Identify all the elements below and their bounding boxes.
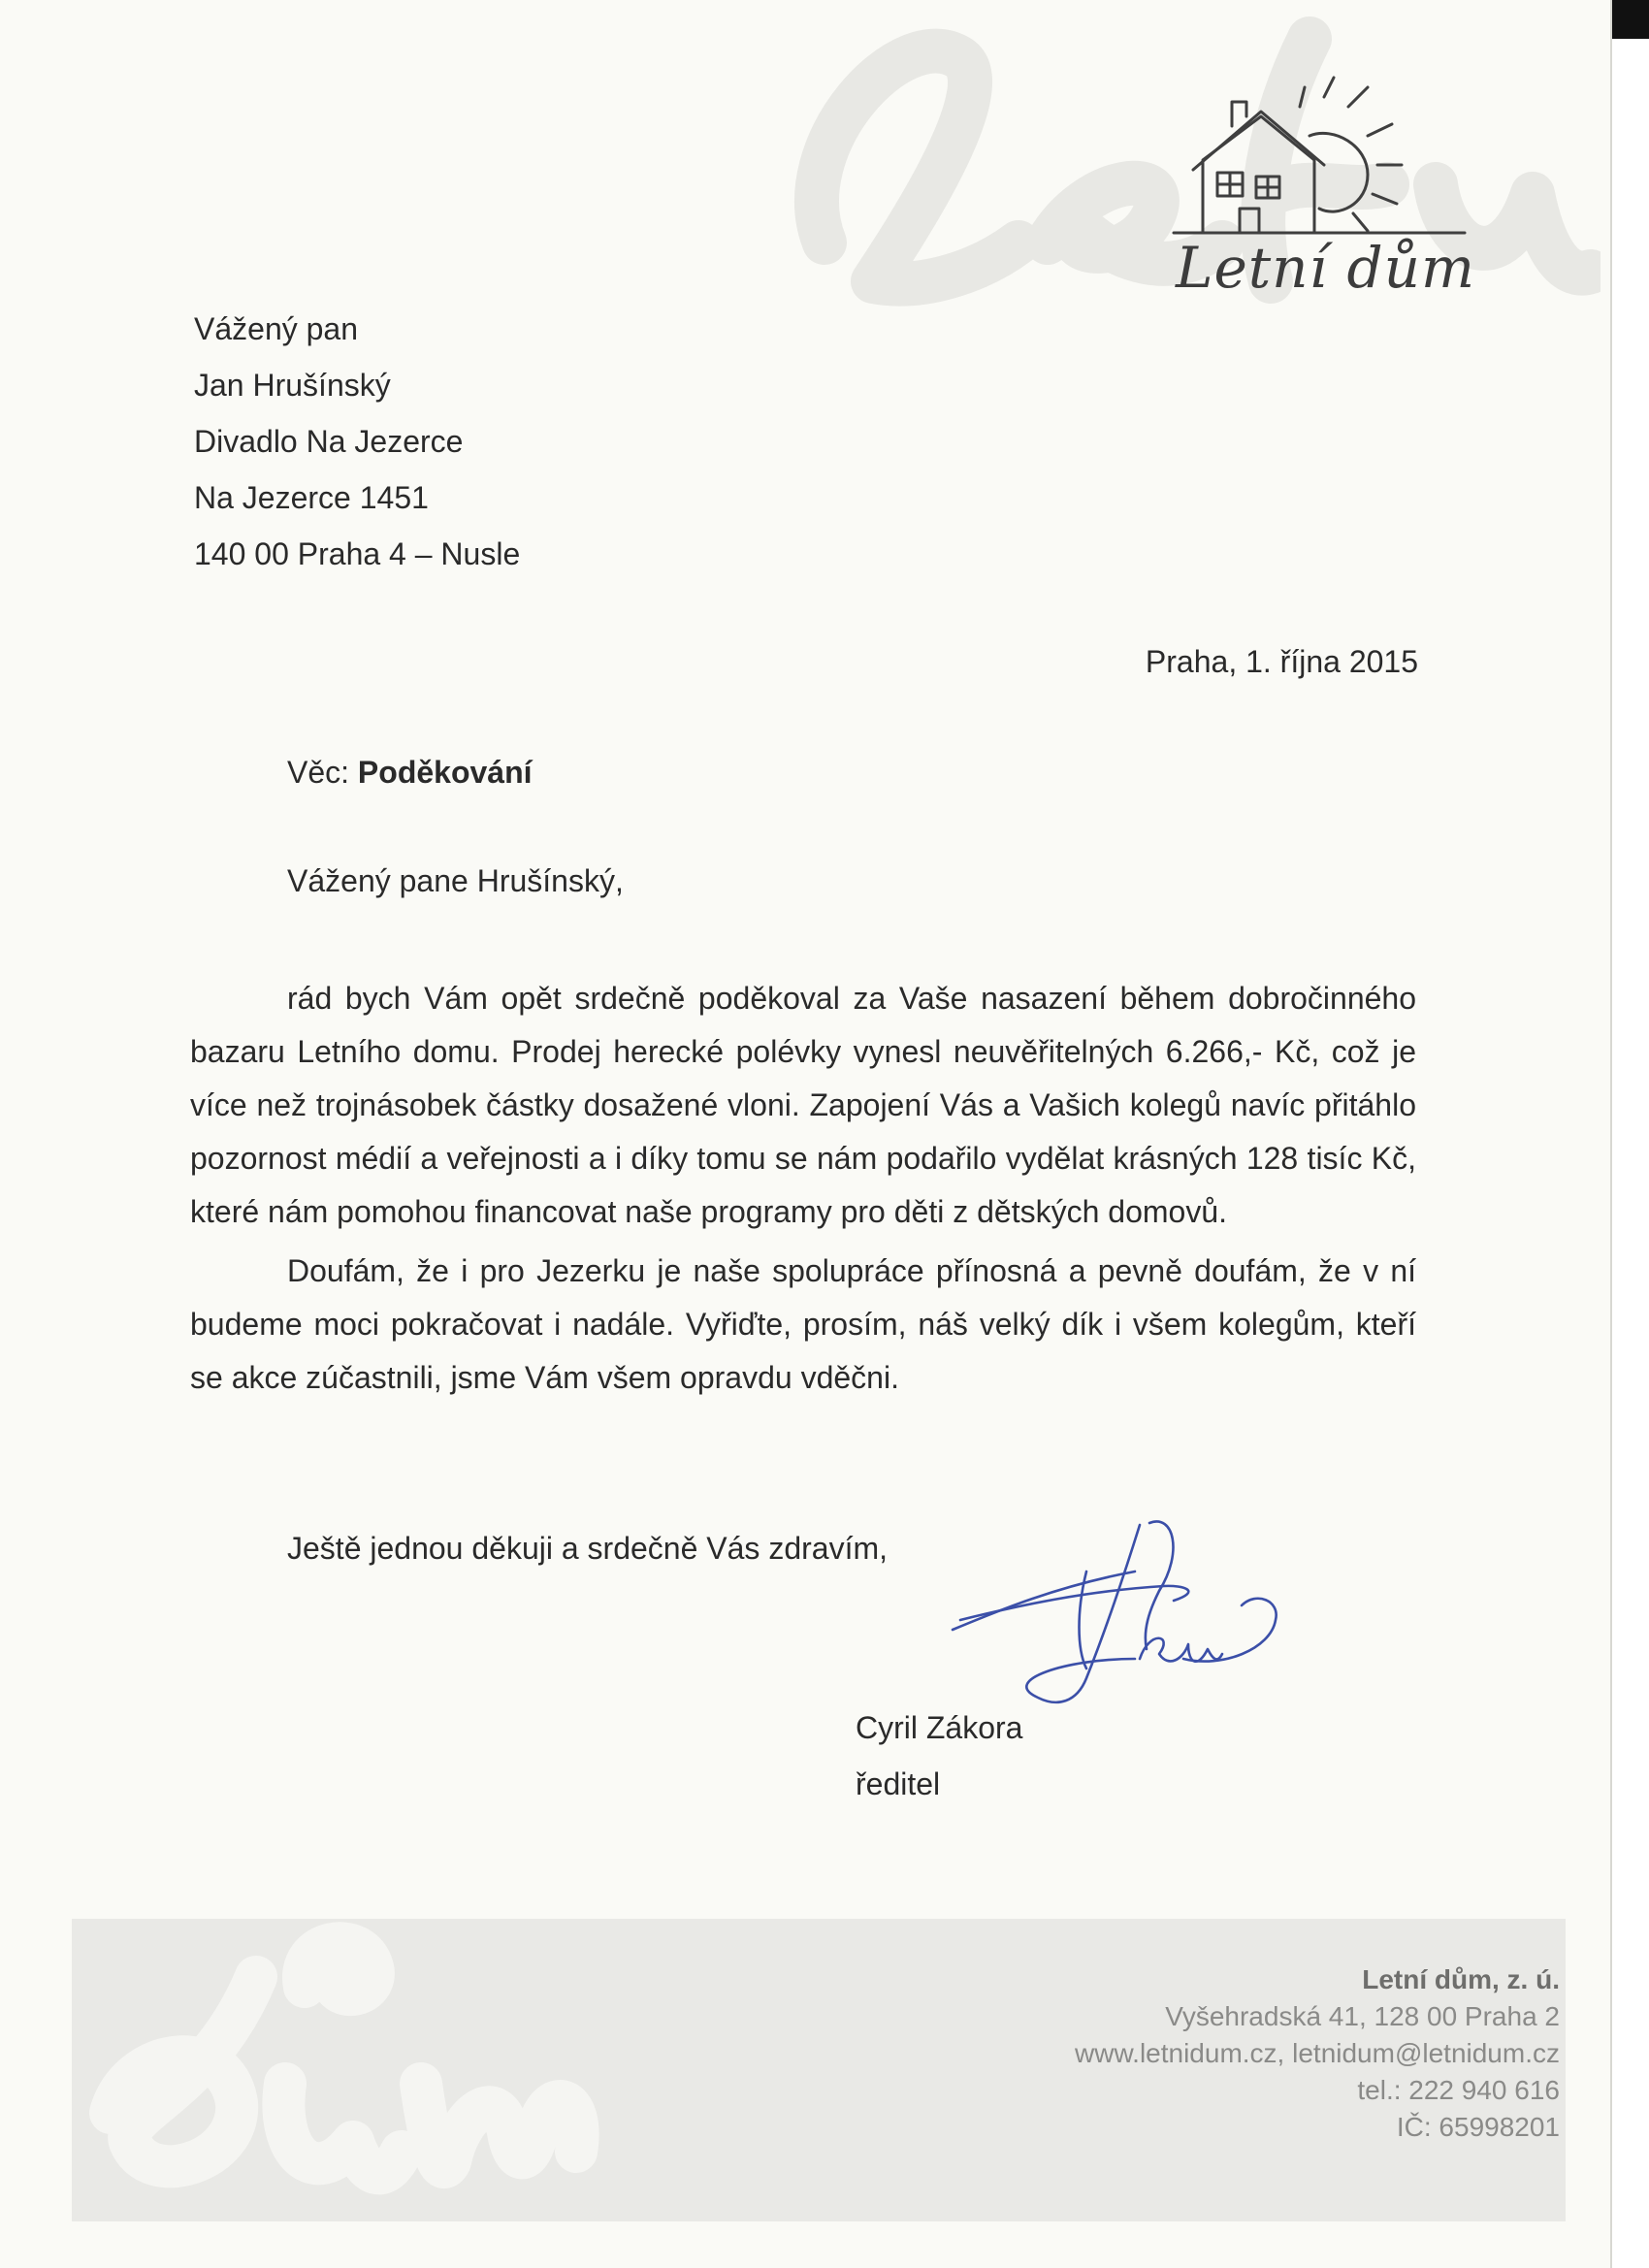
recipient-address [194,301,520,582]
scan-corner-mark [1612,0,1649,39]
recipient-line-5: 140 00 Praha 4 – Nusle [194,536,521,571]
signer-title: ředitel [856,1766,941,1801]
recipient-line-2: Jan Hrušínský [194,368,391,403]
subject-label: Věc: [287,755,350,790]
letter-body [190,972,1416,1410]
footer-contact [1075,1961,1560,2146]
recipient-line-1: Vážený pan [194,311,359,346]
footer-ic: IČ: 65998201 [1396,2112,1560,2142]
letter-date: Praha, 1. října 2015 [1145,644,1418,679]
salutation: Vážený pane Hrušínský, [287,863,624,898]
letter-subject [287,755,533,791]
footer-phone: tel.: 222 940 616 [1357,2075,1560,2105]
logo-text: Letní dům [1176,235,1475,301]
body-paragraph-2: Doufám, že i pro Jezerku je naše spolupráce přínosná a pevně doufám, že v ní budeme moci pokračovat i nadále. Vyřiďte, prosím, náš velký dík i všem kolegům, kteří se akce zúčastnili, jsme Vám všem opravdu vděčni. [190,1253,1416,1395]
signer-name: Cyril Zákora [856,1710,1023,1745]
recipient-line-4: Na Jezerce 1451 [194,480,429,515]
footer-web-email: www.letnidum.cz, letnidum@letnidum.cz [1075,2038,1560,2068]
footer-org-name: Letní dům, z. ú. [1362,1964,1560,1994]
closing-line: Ještě jednou děkuji a srdečně Vás zdravím, [287,1531,888,1566]
recipient-line-3: Divadlo Na Jezerce [194,424,464,459]
subject-value: Poděkování [357,755,533,790]
scan-edge [1610,0,1649,2268]
signer-block [856,1700,1022,1812]
footer-address: Vyšehradská 41, 128 00 Praha 2 [1165,2001,1560,2031]
body-paragraph-1: rád bych Vám opět srdečně poděkoval za Vaše nasazení během dobročinného bazaru Letního domu. Prodej herecké polévky vynesl neuvěřitelných 6.266,- Kč, což je více než trojnásobek částky dosažené vloni. Zapojení Vás a Vašich kolegů navíc přitáhlo pozornost médií a veřejnosti a i díky tomu se nám podařilo vydělat krásných 128 tisíc Kč, které nám pomohou financovat naše programy pro děti z dětských domovů. [190,981,1416,1229]
